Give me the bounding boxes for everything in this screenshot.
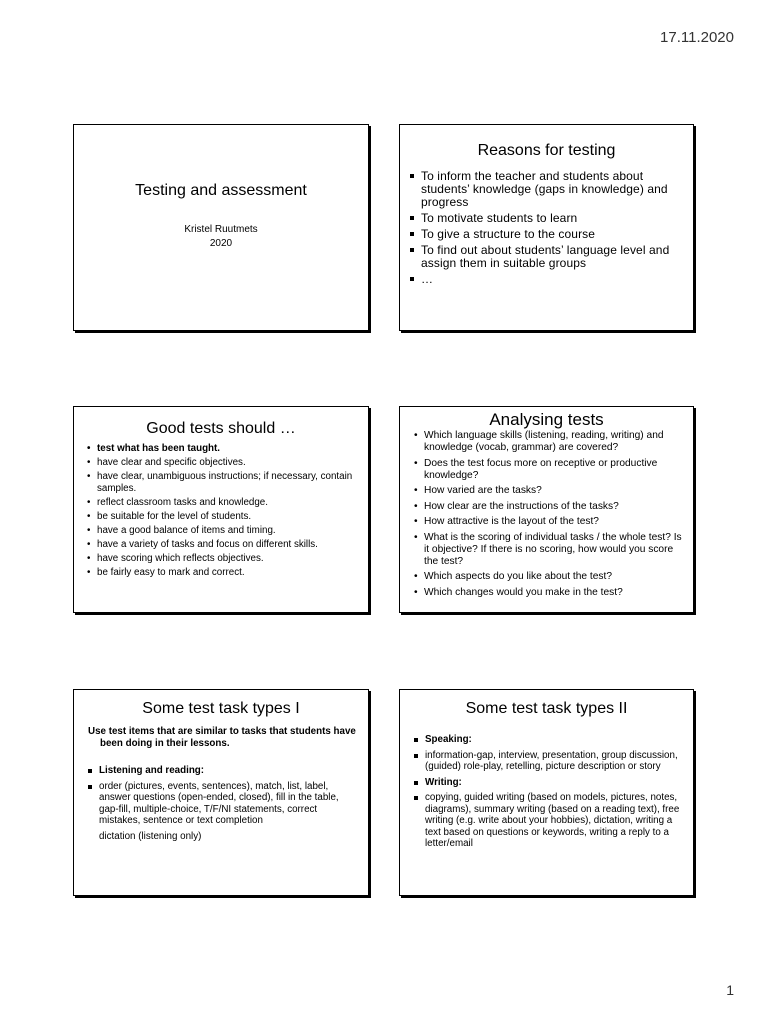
list-item: • Which language skills (listening, reading, writing) and knowledge (vocab, grammar) are covered? — [424, 430, 687, 454]
list-item: • test what has been taught. — [97, 443, 362, 455]
bullet-list — [97, 443, 362, 578]
list-item: • have a good balance of items and timing. — [97, 525, 362, 537]
list-item: • How clear are the instructions of the tasks? — [424, 501, 687, 513]
list-item: • have clear, unambiguous instructions; if necessary, contain samples. — [97, 471, 362, 494]
bullet-list — [424, 430, 687, 599]
list-heading: Speaking: — [425, 734, 685, 746]
list-item: To give a structure to the course — [421, 228, 685, 241]
list-item: • be suitable for the level of students. — [97, 511, 362, 523]
list-item: … — [421, 273, 685, 286]
list-item: • Does the test focus more on receptive or productive knowledge? — [424, 458, 687, 482]
list-item: information-gap, interview, presentation, group discussion, (guided) role-play, retelling, picture description or story — [425, 750, 685, 773]
slide-intro: Use test items that are similar to tasks that students have been doing in their lessons. — [88, 726, 356, 749]
list-item: • Which aspects do you like about the test? — [424, 571, 687, 583]
slide-title-heading: Testing and assessment — [135, 182, 307, 199]
bullet-list — [425, 734, 685, 850]
page-number: 1 — [726, 982, 734, 998]
author-name: Kristel Ruutmets — [184, 224, 258, 235]
list-item: To motivate students to learn — [421, 212, 685, 225]
slide-analysing-tests — [399, 406, 694, 613]
author-year: 2020 — [209, 238, 233, 249]
slide-task-types-2 — [399, 689, 694, 896]
list-heading: Listening and reading: — [99, 765, 360, 777]
list-item: order (pictures, events, sentences), match, list, label, answer questions (open-ended, closed), fill in the table, gap-fill, multiple-choice, T/F/NI statements, correct mistakes, sentence or text completion — [99, 781, 360, 827]
list-item: • have a variety of tasks and focus on different skills. — [97, 539, 362, 551]
list-item: • have clear and specific objectives. — [97, 457, 362, 469]
slide-heading: Some test task types I — [142, 700, 300, 717]
slide-task-types-1 — [73, 689, 369, 896]
slide-good-tests — [73, 406, 369, 613]
slide-heading: Analysing tests — [489, 410, 604, 429]
list-item: • How varied are the tasks? — [424, 485, 687, 497]
list-heading: Writing: — [425, 777, 685, 789]
bullet-list — [421, 170, 685, 286]
list-item: • be fairly easy to mark and correct. — [97, 567, 362, 579]
list-note: dictation (listening only) — [99, 830, 202, 842]
list-item: • have scoring which reflects objectives. — [97, 553, 362, 565]
list-item: • What is the scoring of individual tasks / the whole test? Is it objective? If there is no scoring, how would you score the test? — [424, 532, 687, 568]
list-item: • Which changes would you make in the test? — [424, 587, 687, 599]
slide-heading: Good tests should … — [146, 420, 296, 437]
list-item: To find out about students’ language level and assign them in suitable groups — [421, 244, 685, 270]
bullet-list — [99, 765, 360, 827]
header-date: 17.11.2020 — [660, 29, 734, 46]
list-item: To inform the teacher and students about students’ knowledge (gaps in knowledge) and progress — [421, 170, 685, 209]
list-item: • How attractive is the layout of the test? — [424, 516, 687, 528]
slide-title — [73, 124, 369, 331]
list-item: • reflect classroom tasks and knowledge. — [97, 497, 362, 509]
slide-heading: Reasons for testing — [477, 142, 616, 159]
slide-reasons-for-testing — [399, 124, 694, 331]
slide-heading: Some test task types II — [465, 700, 628, 717]
list-item: copying, guided writing (based on models, pictures, notes, diagrams), summary writing (based on a reading text), free writing (e.g. write about your hobbies), dictation, writing a text based on questions or keywords, writing a reply to a letter/email — [425, 792, 685, 850]
